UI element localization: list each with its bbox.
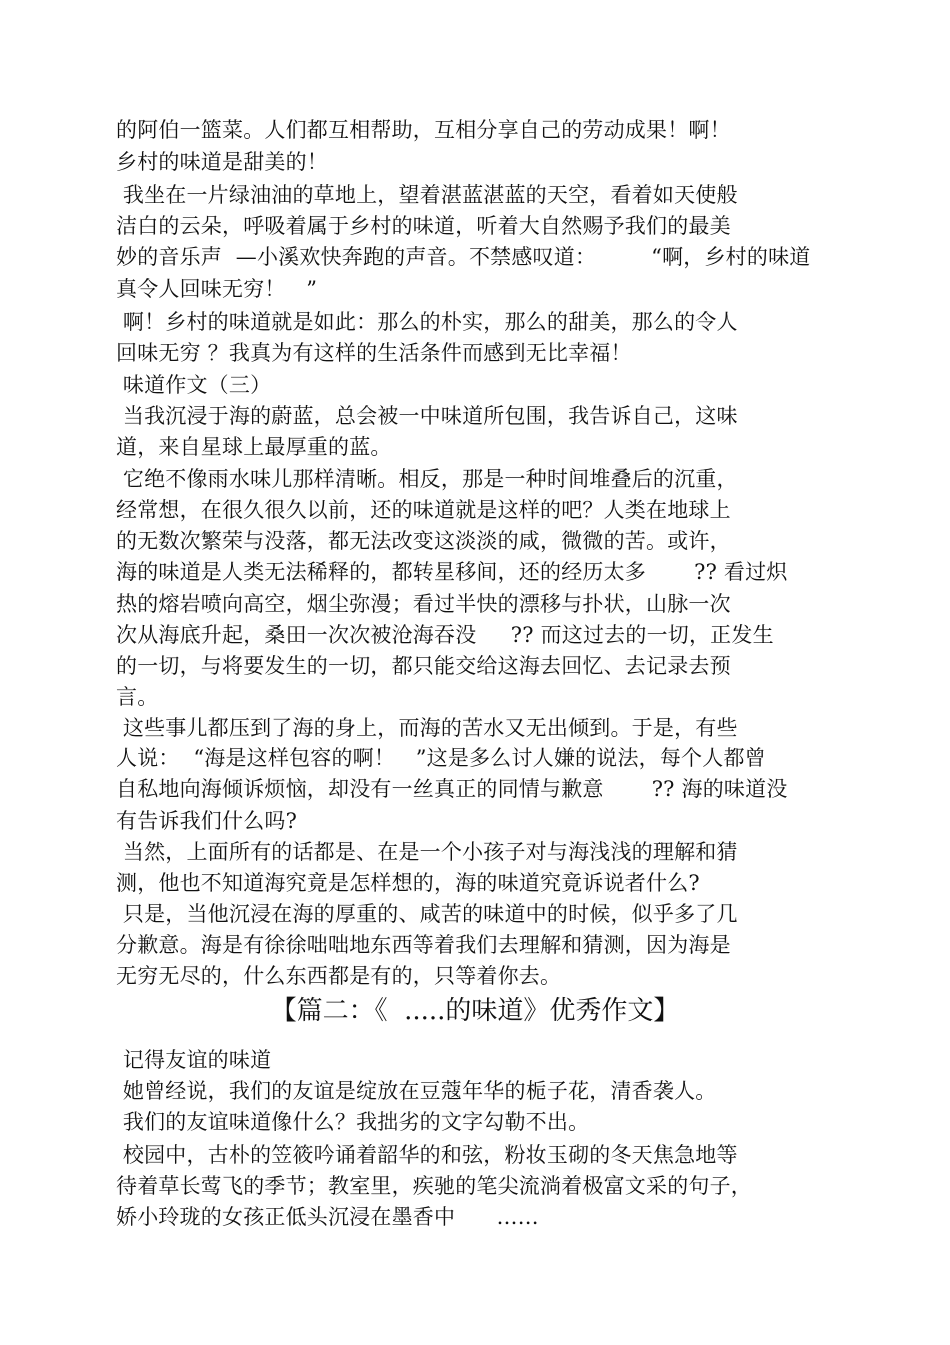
text-line: 我们的友谊味道像什么？我拙劣的文字勾勒不出。 bbox=[116, 1110, 590, 1134]
text-line: 娇小玲珑的女孩正低头沉浸在墨香中 …… bbox=[116, 1205, 539, 1229]
text-line: 海的味道是人类无法稀释的，都转星移间，还的经历太多 ?? 看过炽 bbox=[116, 560, 788, 584]
text-line: 的无数次繁荣与没落，都无法改变这淡淡的咸，微微的苦。或许， bbox=[116, 529, 731, 553]
text-line: 只是，当他沉浸在海的厚重的、咸苦的味道中的时候，似乎多了几 bbox=[116, 902, 738, 926]
text-line: 当然，上面所有的话都是、在是一个小孩子对与海浅浅的理解和猜 bbox=[116, 840, 738, 864]
text-line: 妙的音乐声 —小溪欢快奔跑的声音。不禁感叹道： “啊，乡村的味道 bbox=[116, 245, 811, 269]
text-line: 的阿伯一篮菜。人们都互相帮助，互相分享自己的劳动成果！啊！ bbox=[116, 118, 731, 142]
essay-title: 记得友谊的味道 bbox=[116, 1048, 272, 1072]
text-line: 的一切，与将要发生的一切，都只能交给这海去回忆、去记录去预 bbox=[116, 654, 731, 678]
text-line: 言。 bbox=[116, 685, 159, 709]
section-subtitle: 味道作文（三） bbox=[116, 373, 272, 397]
text-line: 测，他也不知道海究竟是怎样想的，海的味道究竟诉说者什么? bbox=[116, 871, 700, 895]
text-line: 洁白的云朵，呼吸着属于乡村的味道，听着大自然赐予我们的最美 bbox=[116, 214, 731, 238]
text-line: 有告诉我们什么吗? bbox=[116, 809, 298, 833]
text-line: 当我沉浸于海的蔚蓝，总会被一中味道所包围，我告诉自己，这味 bbox=[116, 404, 738, 428]
text-line: 啊！乡村的味道就是如此：那么的朴实，那么的甜美，那么的令人 bbox=[116, 310, 738, 334]
text-line: 她曾经说，我们的友谊是绽放在豆蔻年华的栀子花，清香袭人。 bbox=[116, 1079, 717, 1103]
text-line: 道，来自星球上最厚重的蓝。 bbox=[116, 435, 392, 459]
text-line: 自私地向海倾诉烦恼，却没有一丝真正的同情与歉意 ?? 海的味道没 bbox=[116, 777, 788, 801]
section-heading: 【篇二：《 .....的味道》优秀作文】 bbox=[270, 996, 680, 1026]
text-line: 热的熔岩喷向高空，烟尘弥漫；看过半快的漂移与扑状，山脉一次 bbox=[116, 592, 731, 616]
text-line: 回味无穷 ？我真为有这样的生活条件而感到无比幸福！ bbox=[116, 341, 632, 365]
text-line: 分歉意。海是有徐徐咄咄地东西等着我们去理解和猜测，因为海是 bbox=[116, 933, 731, 957]
text-line: 它绝不像雨水味儿那样清晰。相反，那是一种时间堆叠后的沉重， bbox=[116, 467, 738, 491]
text-line: 我坐在一片绿油油的草地上，望着湛蓝湛蓝的天空，看着如天使般 bbox=[116, 183, 738, 207]
text-line: 无穷无尽的，什么东西都是有的，只等着你去。 bbox=[116, 964, 562, 988]
text-line: 这些事儿都压到了海的身上，而海的苦水又无出倾到。于是，有些 bbox=[116, 716, 738, 740]
text-line: 待着草长莺飞的季节；教室里，疾驰的笔尖流淌着极富文采的句子， bbox=[116, 1174, 752, 1198]
text-line: 校园中，古朴的笠筱吟诵着韶华的和弦，粉妆玉砌的冬天焦急地等 bbox=[116, 1143, 738, 1167]
text-line: 经常想，在很久很久以前，还的味道就是这样的吧？人类在地球上 bbox=[116, 498, 731, 522]
text-line: 次从海底升起，桑田一次次被沧海吞没 ?? 而这过去的一切，正发生 bbox=[116, 623, 774, 647]
text-line: 乡村的味道是甜美的！ bbox=[116, 150, 328, 174]
text-line: 真令人回味无穷！ ” bbox=[116, 277, 318, 301]
text-line: 人说： “海是这样包容的啊！ ”这是多么讨人嫌的说法，每个人都曾 bbox=[116, 746, 766, 770]
